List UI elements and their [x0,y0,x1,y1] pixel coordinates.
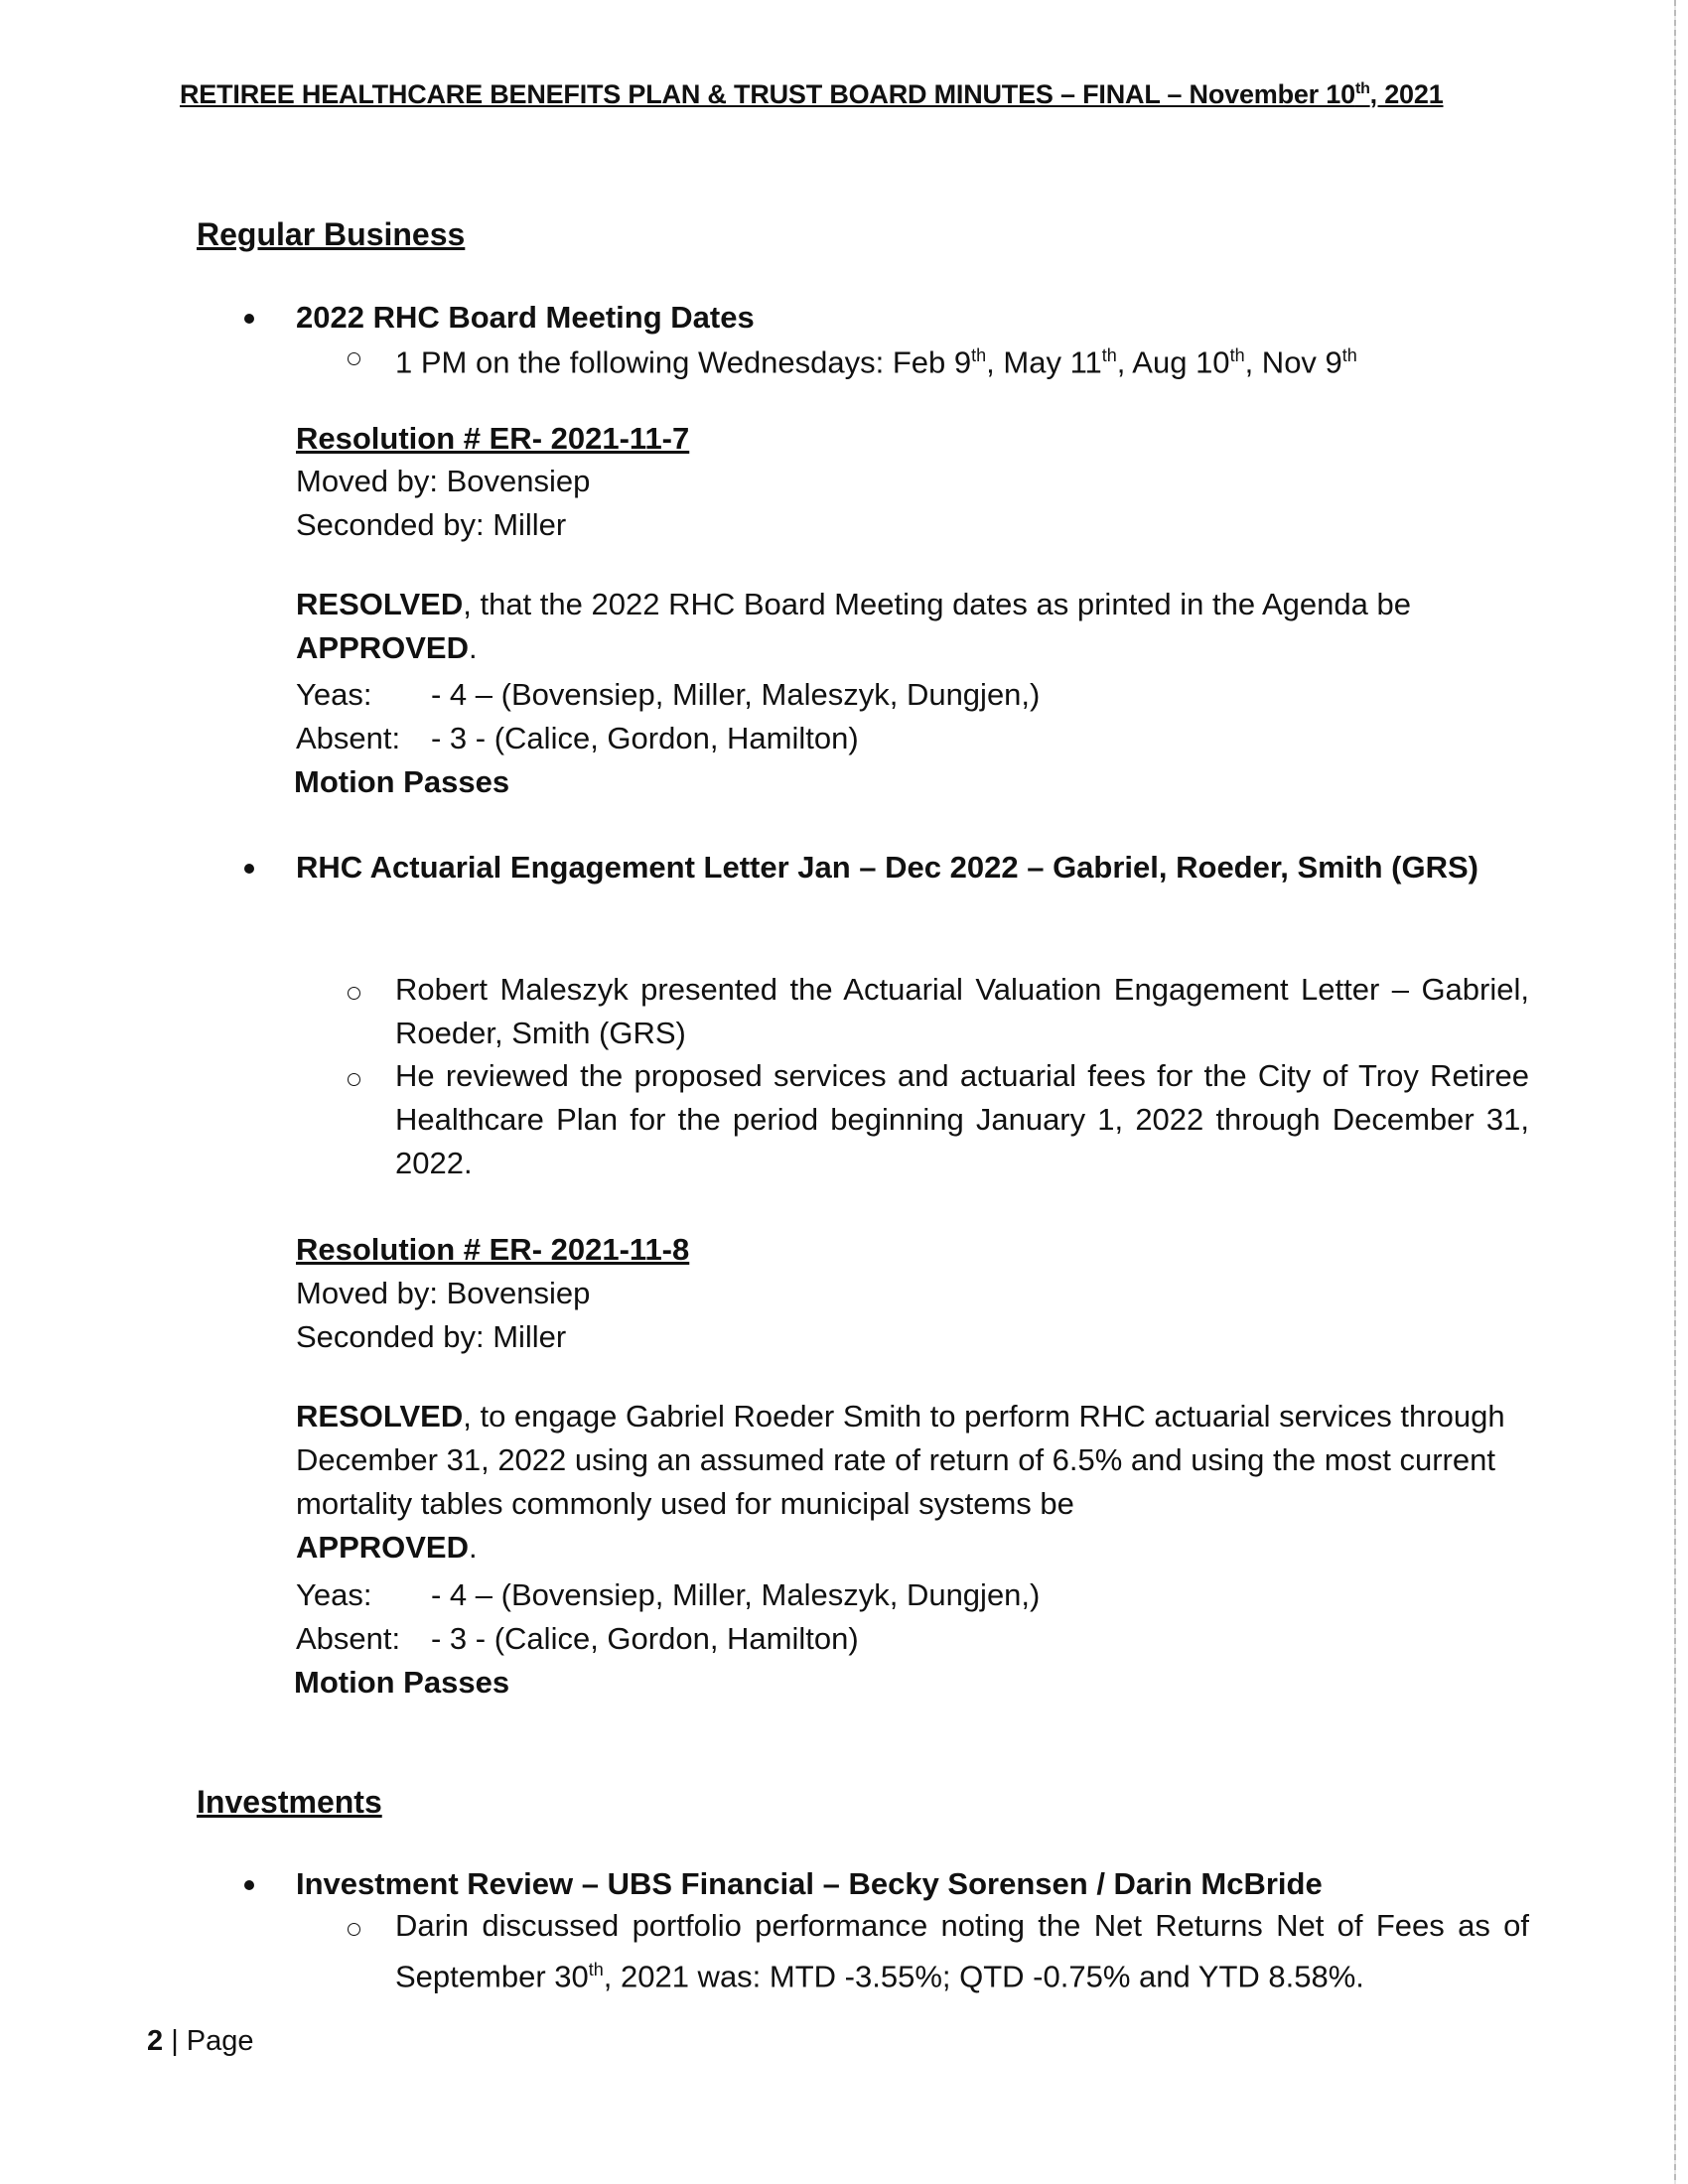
bullet-icon [244,1880,254,1890]
moved-by: Moved by: Bovensiep [296,464,591,498]
motion-status: Motion Passes [294,1665,510,1700]
section-regular-business-title: Regular Business [197,216,466,252]
sub-bullet-icon [348,987,360,1000]
bullet-icon [244,314,254,324]
absent-line: Absent: - 3 - (Calice, Gordon, Hamilton) [296,721,859,755]
bullet-icon [244,864,254,874]
resolution-text: RESOLVED, that the 2022 RHC Board Meeting dates as printed in the Agenda be APPROVED. [296,587,1411,665]
yeas-line: Yeas: - 4 – (Bovensiep, Miller, Maleszyk, Dungjen,) [296,677,1041,712]
header-title-year: , 2021 [1369,79,1444,109]
scan-edge [1674,0,1676,2184]
meeting-dates-detail: 1 PM on the following Wednesdays: Feb 9th, May 11th, Aug 10th, Nov 9th [395,344,1357,380]
header-title-sup: th [1354,80,1370,97]
investment-detail: Darin discussed portfolio performance noting the Net Returns Net of Fees as of September 30th, 2021 was: MTD -3.55%; QTD -0.75% and YTD 8.58%. [395,1908,1529,1994]
sub-bullet-icon [348,1073,360,1086]
sub-bullet-icon [348,352,360,365]
item-actuarial-letter-heading: RHC Actuarial Engagement Letter Jan – Dec 2022 – Gabriel, Roeder, Smith (GRS) [296,850,1478,885]
absent-line: Absent: - 3 - (Calice, Gordon, Hamilton) [296,1621,859,1656]
resolution-text: RESOLVED, to engage Gabriel Roeder Smith to perform RHC actuarial services through December 31, 2022 using an assumed rate of return of 6.5% and using the most current mortality tables commonly used for municipal systems be APPROVED. [296,1399,1505,1565]
actuarial-detail-2: He reviewed the proposed services and actuarial fees for the City of Troy Retiree Healthcare Plan for the period beginning January 1, 2022 through December 31, 2022. [395,1058,1529,1180]
item-investment-review-heading: Investment Review – UBS Financial – Becky Sorensen / Darin McBride [296,1866,1323,1901]
page-label: Page [186,2025,254,2057]
motion-status: Motion Passes [294,764,510,799]
item-rhc-meeting-dates-heading: 2022 RHC Board Meeting Dates [296,300,755,335]
page-header [180,79,1528,110]
moved-by: Moved by: Bovensiep [296,1276,591,1310]
section-investments-title: Investments [197,1784,382,1820]
seconded-by: Seconded by: Miller [296,507,567,542]
header-title: RETIREE HEALTHCARE BENEFITS PLAN & TRUST BOARD MINUTES – FINAL – November 10 [180,79,1355,109]
seconded-by: Seconded by: Miller [296,1319,567,1354]
yeas-line: Yeas: - 4 – (Bovensiep, Miller, Maleszyk, Dungjen,) [296,1577,1041,1612]
actuarial-detail-1: Robert Maleszyk presented the Actuarial Valuation Engagement Letter – Gabriel, Roeder, Smith (GRS) [395,972,1529,1050]
resolution-title: Resolution # ER- 2021-11-8 [296,1232,690,1267]
page-footer: 2 | Page [147,2025,254,2057]
resolution-title: Resolution # ER- 2021-11-7 [296,421,690,456]
sub-bullet-icon [348,1923,360,1936]
page-number: 2 [147,2025,164,2057]
